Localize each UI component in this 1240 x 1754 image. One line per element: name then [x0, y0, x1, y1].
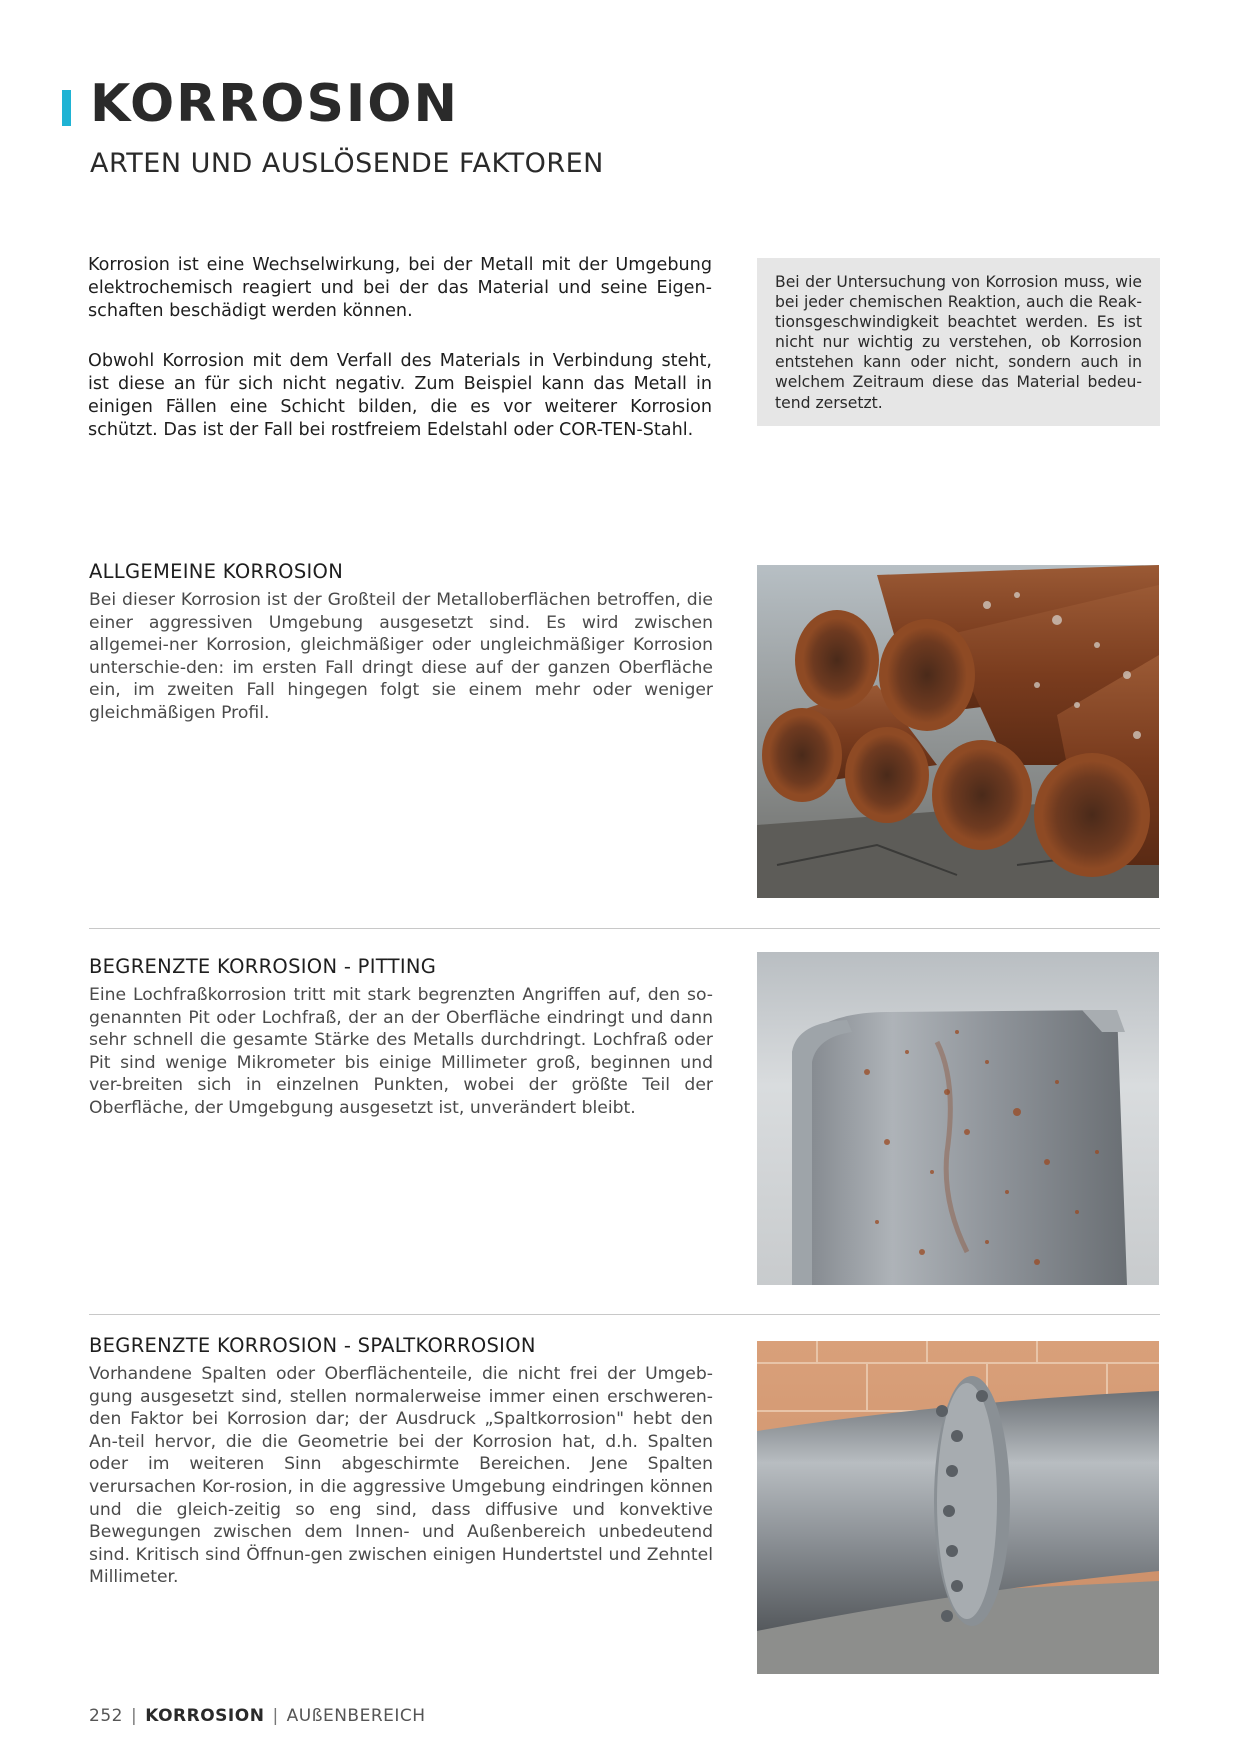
- page-number: 252: [89, 1706, 123, 1726]
- section-text-allgemeine-korrosion: Bei dieser Korrosion ist der Großteil der Metalloberflächen betroffen, die einer aggressiven Umgebung ausgesetzt sind. Es wird zwischen allgemei-ner Korrosion, gleichmäßiger oder ungleichmäßiger Korrosion unterschie-den: im ersten Fall dringt diese auf der ganzen Oberfläche ein, im zweiten Fall hingegen folgt sie einem mehr oder weniger gleichmäßigen Profil.: [89, 590, 713, 723]
- intro-paragraph-2: Obwohl Korrosion mit dem Verfall des Materials in Verbindung steht, ist diese an für sich nicht negativ. Zum Beispiel kann das Metall in einigen Fällen eine Schicht bilden, die es vor weiterer Korrosion schützt. Das ist der Fall bei rostfreiem Edelstahl oder COR-TEN-Stahl.: [88, 351, 712, 440]
- pitting-pipe-photo: [757, 952, 1159, 1285]
- section-title-spaltkorrosion: BEGRENZTE KORROSION - SPALTKORROSION: [89, 1334, 536, 1357]
- footer-separator: |: [272, 1706, 279, 1726]
- title-accent-bar: [62, 90, 71, 126]
- section-divider: [89, 928, 1160, 929]
- intro-text: [88, 254, 712, 470]
- page-footer: [89, 1706, 426, 1726]
- callout-text: Bei der Untersuchung von Korrosion muss, wie bei jeder chemischen Reaktion, auch die Reak-tionsgeschwindigkeit beachtet werden. Es ist nicht nur wichtig zu verstehen, ob Korrosion entstehen kann oder nicht, sondern auch in welchem Zeitraum diese das Material bedeu-tend zersetzt.: [775, 273, 1142, 412]
- footer-category: AUßENBEREICH: [286, 1706, 426, 1726]
- section-divider: [89, 1314, 1160, 1315]
- info-callout-box: [757, 258, 1160, 426]
- footer-separator: |: [130, 1706, 138, 1726]
- section-text-spaltkorrosion: Vorhandene Spalten oder Oberflächenteile, die nicht frei der Umgeb-gung ausgesetzt sind, stellen normalerweise immer einen erschweren-den Faktor bei Korrosion dar; der Ausdruck „Spaltkorrosion" hebt den An-teil hervor, die die Geometrie bei der Korrosion hat, d.h. Spalten oder im weiteren Sinn abgeschirmte Bereichen. Jene Spalten verursachen Kor-rosion, in die aggressive Umgebung eindringen können und die gleich-zeitig so eng sind, dass diffusive und konvektive Bewegungen zwischen dem Innen- und Außenbereich unbedeutend sind. Kritisch sind Öffnun-gen zwischen einigen Hundertstel und Zehntel Millimeter.: [89, 1364, 713, 1588]
- page-subtitle: ARTEN UND AUSLÖSENDE FAKTOREN: [90, 148, 604, 179]
- section-text-pitting: Eine Lochfraßkorrosion tritt mit stark begrenzten Angriffen auf, den so-genannten Pit oder Lochfraß, der an der Oberfläche eindringt und dann sehr schnell die gesamte Stärke des Metalls durchdringt. Lochfraß oder Pit sind wenige Mikrometer bis einige Millimeter groß, beginnen und ver-breiten sich in einzelnen Punkten, wobei der größte Teil der Oberfläche, der Umgebgung ausgesetzt ist, unverändert bleibt.: [89, 985, 713, 1118]
- section-title-allgemeine-korrosion: ALLGEMEINE KORROSION: [89, 560, 344, 583]
- intro-paragraph-1: Korrosion ist eine Wechselwirkung, bei der Metall mit der Umgebung elektrochemisch reagiert und bei der das Material und seine Eigen-schaften beschädigt werden können.: [88, 255, 712, 321]
- flanged-pipe-photo: [757, 1341, 1159, 1674]
- section-title-pitting: BEGRENZTE KORROSION - PITTING: [89, 955, 437, 978]
- footer-section: KORROSION: [145, 1706, 265, 1726]
- page-title: KORROSION: [90, 74, 459, 134]
- rusty-pipes-photo: [757, 565, 1159, 898]
